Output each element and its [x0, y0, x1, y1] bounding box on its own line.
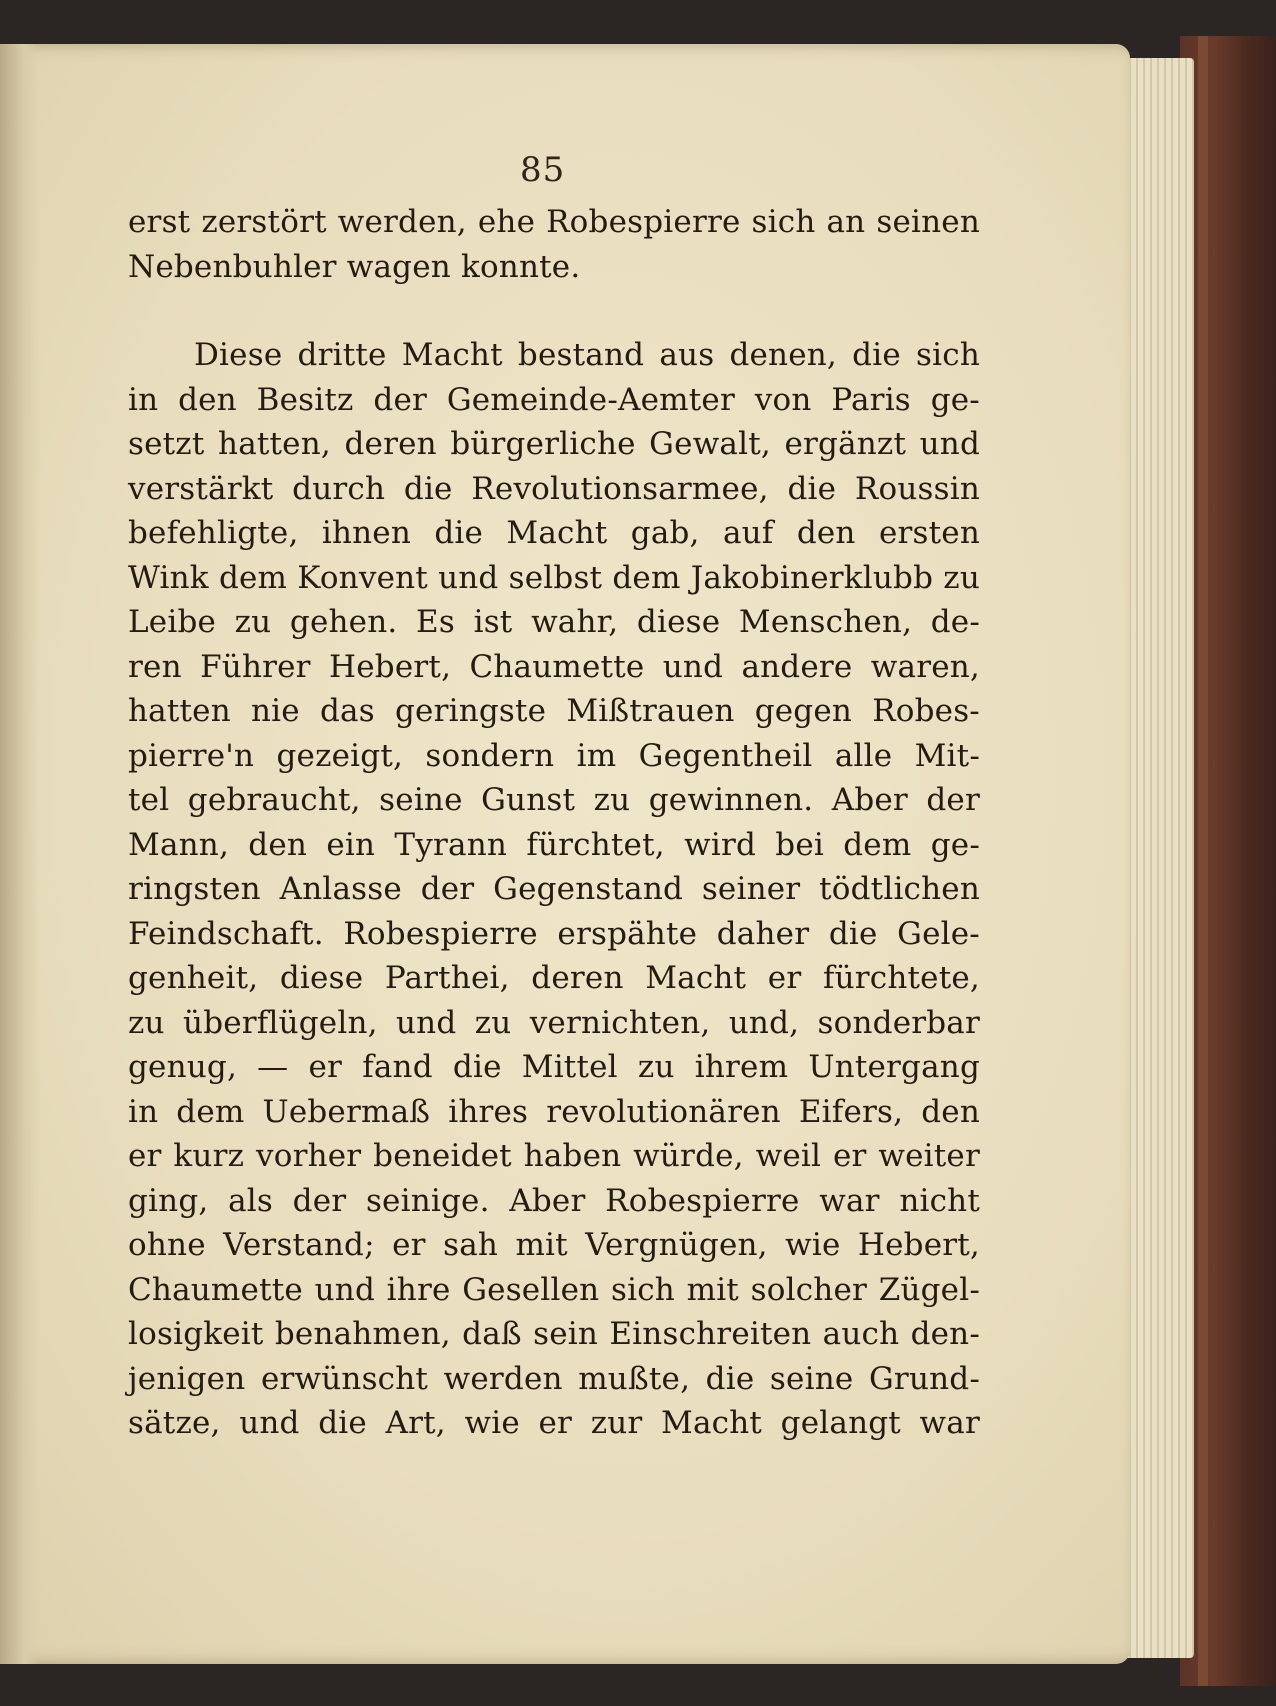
page-number: 85: [520, 150, 566, 190]
text-line: erst zerstört werden, ehe Robespierre sich an seinen: [128, 204, 980, 240]
text-line: tel gebraucht, seine Gunst zu gewinnen. Aber der: [128, 782, 980, 818]
book-cover: [1180, 36, 1276, 1686]
text-line: jenigen erwünscht werden mußte, die seine Grund-: [128, 1360, 980, 1397]
text-line: zu überflügeln, und zu vernichten, und, sonderbar: [128, 1004, 980, 1041]
text-line: sätze, und die Art, wie er zur Macht gelangt war: [128, 1405, 980, 1441]
page-gutter: [0, 44, 40, 1664]
text-line: genheit, diese Parthei, deren Macht er fürchtete,: [128, 960, 980, 996]
text-line: in dem Uebermaß ihres revolutionären Eifers, den: [128, 1093, 980, 1130]
text-line: ging, als der seinige. Aber Robespierre war nicht: [128, 1182, 980, 1219]
text-line: Chaumette und ihre Gesellen sich mit solcher Zügel-: [128, 1271, 980, 1308]
text-line: ren Führer Hebert, Chaumette und andere waren,: [128, 648, 980, 685]
text-line: Feindschaft. Robespierre erspähte daher die Gele-: [128, 915, 980, 952]
text-line: ringsten Anlasse der Gegenstand seiner tödtlichen: [128, 871, 980, 907]
paragraph-break: [128, 289, 980, 333]
text-line: setzt hatten, deren bürgerliche Gewalt, ergänzt und: [128, 426, 980, 462]
text-line: Nebenbuhler wagen konnte.: [128, 248, 581, 285]
page-text: [128, 200, 980, 1446]
text-line: in den Besitz der Gemeinde-Aemter von Paris ge-: [128, 381, 980, 418]
text-line: hatten nie das geringste Mißtrauen gegen Robes-: [128, 693, 980, 729]
text-line: verstärkt durch die Revolutionsarmee, die Roussin: [128, 470, 980, 507]
text-line: Diese dritte Macht bestand aus denen, die sich: [194, 337, 980, 373]
text-line: Wink dem Konvent und selbst dem Jakobinerklubb zu: [128, 559, 980, 596]
text-line: Mann, den ein Tyrann fürchtet, wird bei dem ge-: [128, 826, 980, 863]
cover-edge: [1198, 36, 1208, 1686]
text-line: Leibe zu gehen. Es ist wahr, diese Menschen, de-: [128, 604, 980, 640]
text-line: befehligte, ihnen die Macht gab, auf den ersten: [128, 515, 980, 551]
text-line: genug, — er fand die Mittel zu ihrem Untergang: [128, 1049, 980, 1085]
text-line: ohne Verstand; er sah mit Vergnügen, wie Hebert,: [128, 1227, 980, 1263]
text-line: losigkeit benahmen, daß sein Einschreiten auch den-: [128, 1316, 980, 1352]
text-line: er kurz vorher beneidet haben würde, weil er weiter: [128, 1138, 980, 1174]
text-line: pierre'n gezeigt, sondern im Gegentheil alle Mit-: [128, 737, 980, 774]
